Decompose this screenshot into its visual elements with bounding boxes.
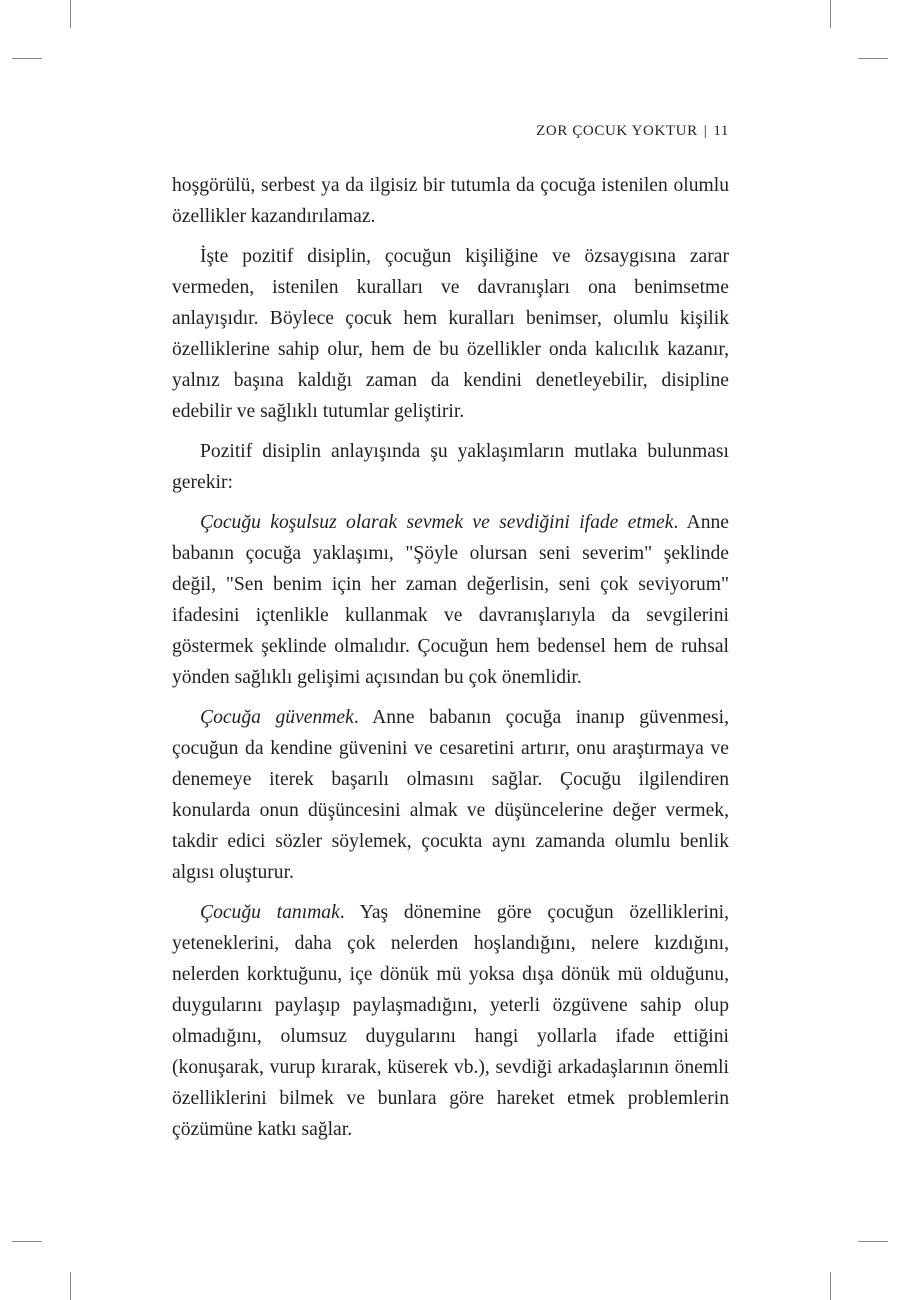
paragraph-body: hoşgörülü, serbest ya da ilgisiz bir tutumla da çocuğa istenilen olumlu özellikler kazandırılamaz. <box>172 175 729 227</box>
paragraph-body: . Anne babanın çocuğa yaklaşımı, "Şöyle olursan seni severim" şeklinde değil, "Sen benim için her zaman değerlisin, seni çok seviyorum" ifadesini içtenlikle kullanmak ve davranışlarıyla da sevgilerini göstermek şeklinde olmalıdır. Çocuğun hem bedensel hem de ruhsal yönden sağlıklı gelişimi açısından bu çok önemlidir. <box>172 512 729 688</box>
crop-mark-bottom-left <box>70 1272 71 1300</box>
crop-mark-left-top <box>12 58 42 59</box>
paragraph-5 <box>172 702 729 888</box>
paragraph-6 <box>172 897 729 1145</box>
paragraph-body: İşte pozitif disiplin, çocuğun kişiliğine ve özsaygısına zarar vermeden, istenilen kuralları ve davranışları ona benimsetme anlayışıdır. Böylece çocuk hem kuralları benimser, olumlu kişilik özelliklerine sahip olur, hem de bu özellikler onda kalıcılık kazanır, yalnız başına kaldığı zaman da kendini denetleyebilir, disipline edebilir ve sağlıklı tutumlar geliştirir. <box>172 246 729 422</box>
crop-mark-top-left <box>70 0 71 28</box>
paragraph-1 <box>172 170 729 232</box>
running-head-separator: | <box>703 123 708 139</box>
crop-mark-left-bottom <box>12 1241 42 1242</box>
paragraph-body: . Anne babanın çocuğa inanıp güvenmesi, çocuğun da kendine güvenini ve cesaretini artırır, onu araştırmaya ve denemeye iterek başarılı olmasını sağlar. Çocuğu ilgilendiren konularda onun düşüncesini almak ve düşüncelerine değer vermek, takdir edici sözler söylemek, çocukta aynı zamanda olumlu benlik algısı oluşturur. <box>172 707 729 883</box>
page-body <box>172 170 729 1154</box>
paragraph-2 <box>172 241 729 427</box>
crop-mark-right-bottom <box>858 1241 888 1242</box>
paragraph-lead-italic: Çocuğa güvenmek <box>200 707 354 728</box>
running-head <box>536 123 729 140</box>
crop-mark-top-right <box>830 0 831 28</box>
crop-mark-right-top <box>858 58 888 59</box>
paragraph-body: Pozitif disiplin anlayışında şu yaklaşımların mutlaka bulunması gerekir: <box>172 441 729 493</box>
crop-mark-bottom-right <box>830 1272 831 1300</box>
page-number: 11 <box>713 123 729 139</box>
paragraph-body: . Yaş dönemine göre çocuğun özelliklerini, yeteneklerini, daha çok nelerden hoşlandığını, nelere kızdığını, nelerden korktuğunu, içe dönük mü yoksa dışa dönük mü olduğunu, duygularını paylaşıp paylaşmadığını, yeterli özgüvene sahip olup olmadığını, olumsuz duygularını hangi yollarla ifade ettiğini (konuşarak, vurup kırarak, küserek vb.), sevdiği arkadaşlarının önemli özelliklerini bilmek ve bunlara göre hareket etmek problemlerin çözümüne katkı sağlar. <box>172 902 729 1140</box>
paragraph-4 <box>172 507 729 693</box>
paragraph-lead-italic: Çocuğu tanımak <box>200 902 340 923</box>
running-head-title: ZOR ÇOCUK YOKTUR <box>536 123 698 139</box>
paragraph-3 <box>172 436 729 498</box>
paragraph-lead-italic: Çocuğu koşulsuz olarak sevmek ve sevdiğini ifade etmek <box>200 512 674 533</box>
